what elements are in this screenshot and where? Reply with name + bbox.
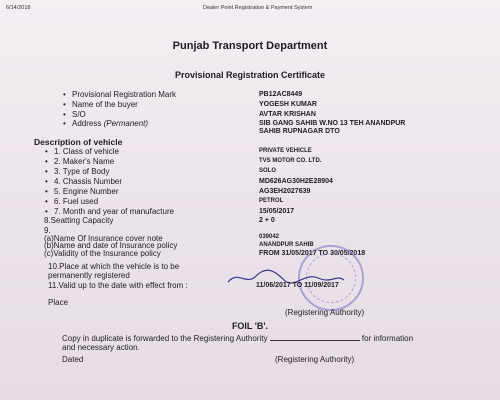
item10-line2: permanently registered: [48, 271, 130, 280]
insurance-policy-value: ANANDPUR SAHIB: [259, 242, 314, 248]
bullet-icon: •: [45, 197, 48, 206]
certificate-title: Provisional Registration Certificate: [174, 70, 326, 80]
seating-label: 8.Seatting Capacity: [44, 216, 114, 225]
bullet-icon: •: [63, 100, 66, 109]
registering-authority-1: (Registering Authority): [285, 308, 365, 317]
engine-value: AG3EH2027639: [259, 188, 311, 195]
copy-line1: Copy in duplicate is forwarded to the Registering Authority for information: [62, 334, 414, 343]
fuel-value: PETROL: [259, 198, 284, 204]
engine-label: 5. Engine Number: [54, 187, 119, 196]
department-title: Punjab Transport Department: [172, 40, 328, 52]
bullet-icon: •: [45, 147, 48, 156]
address-label: Address (Permanent): [72, 119, 149, 128]
bullet-icon: •: [45, 187, 48, 196]
bullet-icon: •: [45, 157, 48, 166]
insurance-cover-label: (a)Name Of Insurance cover note: [44, 234, 163, 243]
vehicle-section-title: Description of vehicle: [34, 137, 123, 147]
insurance-validity-value: FROM 31/05/2017 TO 30/05/2018: [259, 250, 366, 257]
so-label: S/O: [72, 110, 86, 119]
dated-label: Dated: [62, 355, 84, 364]
insurance-policy-label: (b)Name and date of Insurance policy: [44, 241, 178, 250]
reg-mark-label: Provisional Registration Mark: [72, 90, 177, 99]
blank-line: [270, 340, 360, 341]
insurance-cover-value: 039042: [259, 234, 280, 240]
seating-value: 2 + 0: [259, 217, 275, 224]
copy-line2: and necessary action.: [62, 343, 140, 352]
so-value: AVTAR KRISHAN: [259, 111, 316, 118]
bullet-icon: •: [63, 110, 66, 119]
address-value-line1: SIB GANG SAHIB W.NO 13 TEH ANANDPUR: [259, 120, 406, 127]
buyer-name-label: Name of the buyer: [72, 100, 138, 109]
item10-line1: 10.Place at which the vehicle is to be: [48, 262, 180, 271]
vehicle-class-label: 1. Class of vehicle: [54, 147, 119, 156]
maker-label: 2. Maker's Name: [54, 157, 115, 166]
bullet-icon: •: [45, 167, 48, 176]
insurance-validity-label: (c)Validity of the Insurance policy: [44, 249, 161, 258]
insurance-number: 9.: [44, 226, 51, 235]
vehicle-class-value: PRIVATE VEHICLE: [259, 148, 312, 154]
body-type-label: 3. Type of Body: [54, 167, 110, 176]
mfg-date-value: 15/05/2017: [259, 208, 295, 215]
item11-value: 11/06/2017 TO 11/09/2017: [256, 282, 339, 289]
place-label: Place: [48, 298, 69, 307]
foil-heading: FOIL 'B'.: [231, 321, 269, 331]
address-value-line2: SAHIB RUPNAGAR DTO: [259, 128, 340, 135]
bullet-icon: •: [45, 177, 48, 186]
fuel-label: 6. Fuel used: [54, 197, 99, 206]
body-type-value: SOLO: [259, 168, 277, 174]
reg-mark-value: PB12AC8449: [259, 91, 303, 98]
item11-label: 11.Valid up to the date with effect from :: [48, 281, 188, 290]
bullet-icon: •: [63, 119, 66, 128]
system-name: Dealer Point Registration & Payment System: [203, 5, 313, 11]
registering-authority-2: (Registering Authority): [275, 355, 355, 364]
print-date: 6/14/2018: [6, 5, 31, 11]
chassis-label: 4. Chassis Number: [54, 177, 123, 186]
maker-value: TVS MOTOR CO. LTD.: [259, 158, 322, 164]
bullet-icon: •: [63, 90, 66, 99]
chassis-value: MD626AG30H2E28904: [259, 178, 333, 185]
buyer-name-value: YOGESH KUMAR: [259, 101, 317, 108]
mfg-date-label: 7. Month and year of manufacture: [54, 207, 175, 216]
bullet-icon: •: [45, 207, 48, 216]
